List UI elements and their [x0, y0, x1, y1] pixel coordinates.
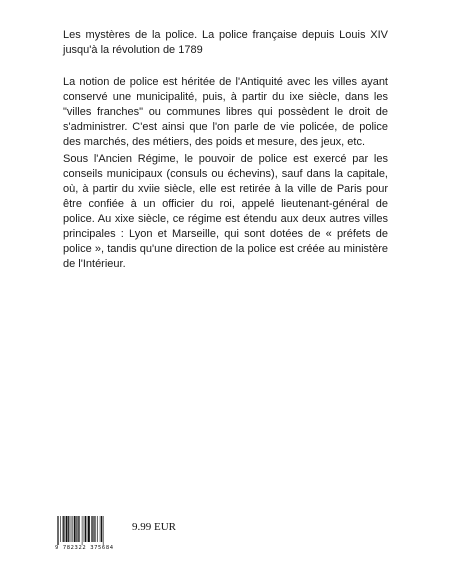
book-title: Les mystères de la police. La police française depuis Louis XIV jusqu'à la révolution de 1789 — [63, 29, 388, 56]
isbn-number: 9 782322 375684 — [55, 545, 114, 551]
isbn-barcode — [55, 516, 125, 558]
price-label: 9.99 EUR — [132, 521, 176, 533]
description-paragraph-2: Sous l'Ancien Régime, le pouvoir de police est exercé par les conseils municipaux (consuls ou échevins), sauf dans la capitale, où, à partir du xviie siècle, elle est retirée à la ville de Paris pour être confiée à un officier du roi, appelé lieutenant-général de police. Au xixe siècle, ce régime est étendu aux deux autres villes principales : Lyon et Marseille, qui sont dotées de « préfets de police », tandis qu'une direction de la police est créée au ministère de l'Intérieur. — [63, 153, 388, 270]
description-paragraph-1: La notion de police est héritée de l'Antiquité avec les villes ayant conservé une municipalité, puis, à partir du ixe siècle, dans les "villes franches" ou communes libres qui possèdent le droit de s'administrer. C'est ainsi que l'on parle de vie policée, de police des marchés, des métiers, des poids et mesure, des jeux, etc. — [63, 76, 388, 148]
barcode-bars — [55, 516, 125, 546]
